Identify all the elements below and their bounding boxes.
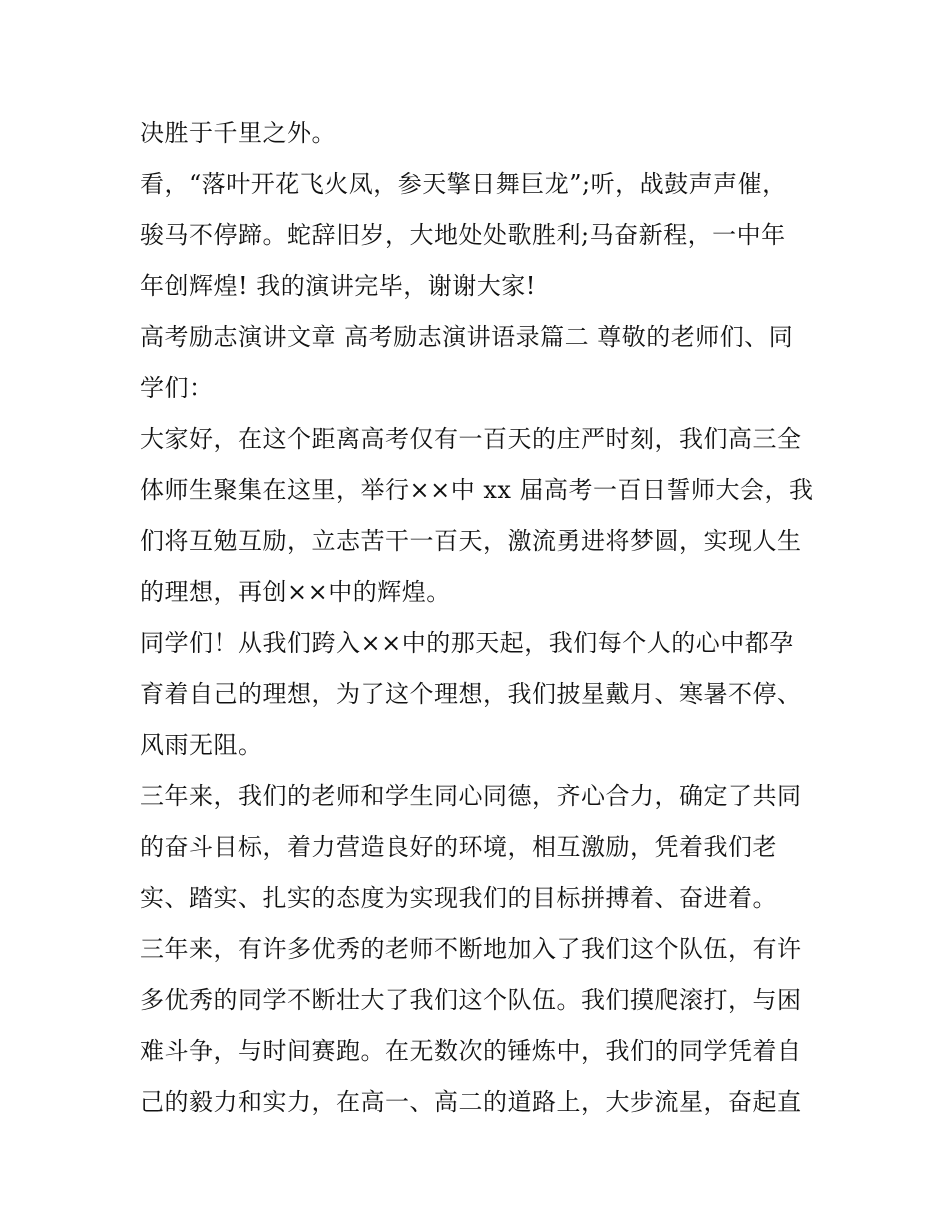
text-line: 高考励志演讲文章 高考励志演讲语录篇二 尊敬的老师们、同: [140, 323, 794, 351]
text-line: 体师生聚集在这里，举行××中 xx 届高考一百日誓师大会，我: [140, 476, 814, 504]
text-line: 难斗争，与时间赛跑。在无数次的锤炼中，我们的同学凭着自: [140, 1037, 802, 1065]
text-line: 决胜于千里之外。: [140, 119, 336, 147]
text-line: 同学们！从我们跨入××中的那天起，我们每个人的心中都孕: [140, 629, 794, 657]
body-text: [140, 108, 820, 1128]
text-line: 学们：: [140, 374, 214, 402]
text-line: 三年来，有许多优秀的老师不断地加入了我们这个队伍，有许: [140, 935, 802, 963]
text-line: 的奋斗目标，着力营造良好的环境，相互激励，凭着我们老: [140, 833, 777, 861]
text-line: 年创辉煌! 我的演讲完毕，谢谢大家!: [140, 272, 536, 300]
text-line: 大家好，在这个距离高考仅有一百天的庄严时刻，我们高三全: [140, 425, 802, 453]
text-line: 骏马不停蹄。蛇辞旧岁，大地处处歌胜利;马奋新程，一中年: [140, 221, 786, 249]
text-line: 们将互勉互励，立志苦干一百天，激流勇进将梦圆，实现人生: [140, 527, 802, 555]
text-line: 的理想，再创××中的辉煌。: [140, 578, 451, 606]
text-line: 风雨无阻。: [140, 731, 263, 759]
text-line: 多优秀的同学不断壮大了我们这个队伍。我们摸爬滚打，与困: [140, 986, 802, 1014]
text-line: 三年来，我们的老师和学生同心同德，齐心合力，确定了共同: [140, 782, 802, 810]
text-line: 己的毅力和实力，在高一、高二的道路上，大步流星，奋起直: [140, 1088, 802, 1116]
text-line: 看，“落叶开花飞火凤，参天擎日舞巨龙”;听，战鼓声声催，: [140, 170, 787, 198]
text-line: 实、踏实、扎实的态度为实现我们的目标拼搏着、奋进着。: [140, 884, 777, 912]
text-line: 育着自己的理想，为了这个理想，我们披星戴月、寒暑不停、: [140, 680, 802, 708]
